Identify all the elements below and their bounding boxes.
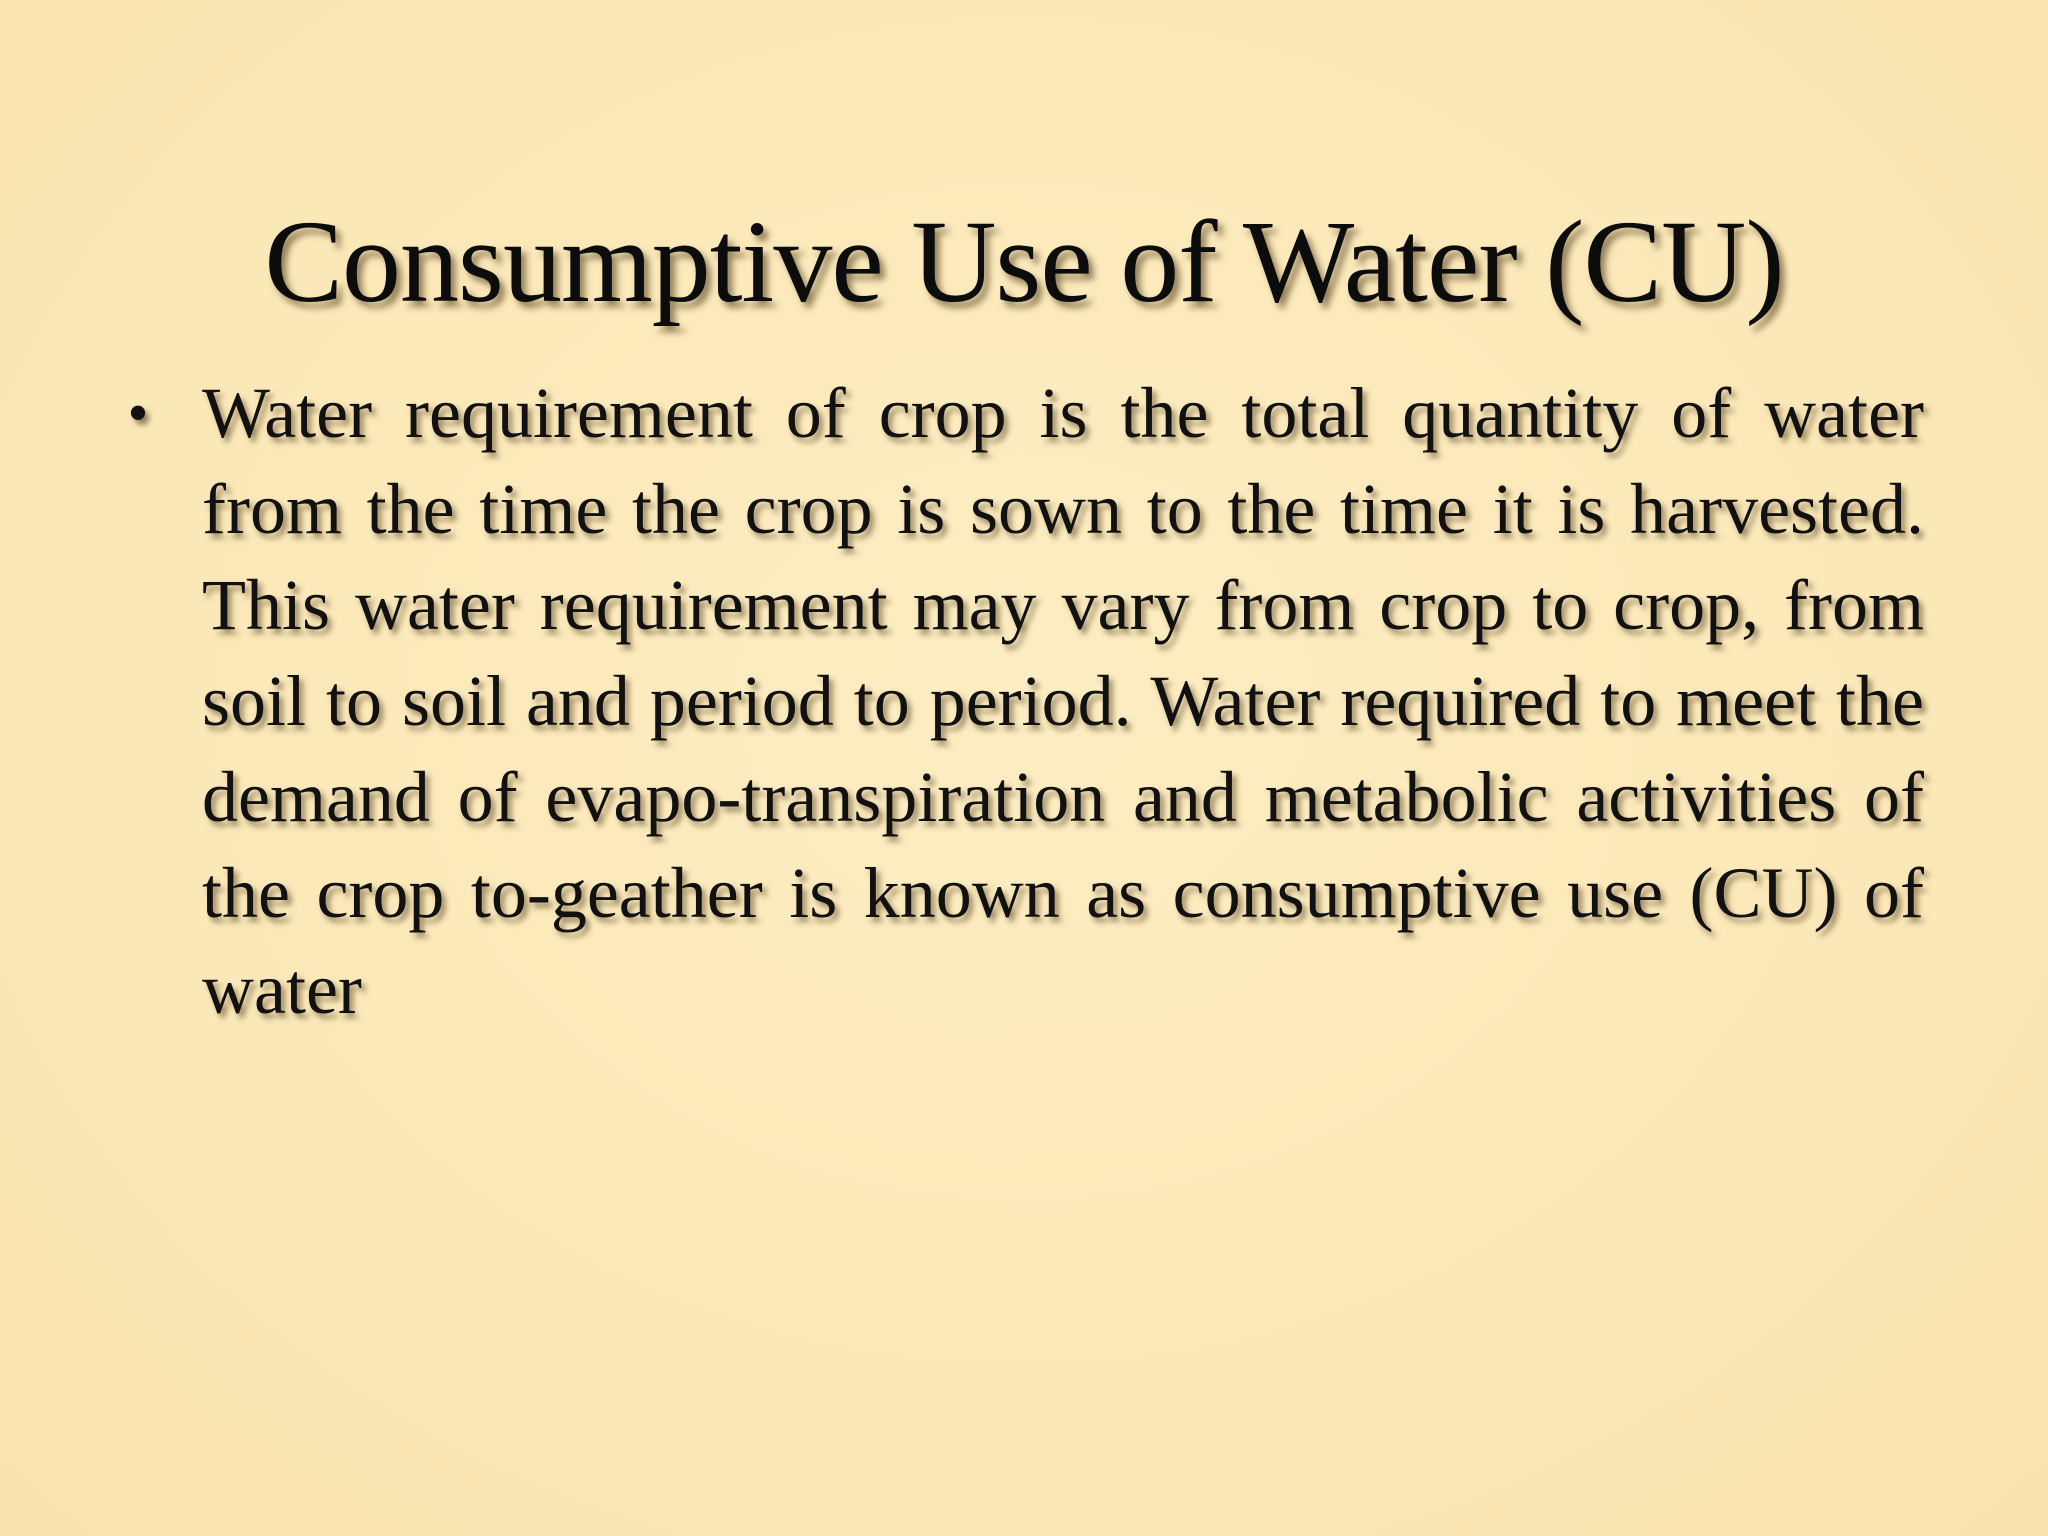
bullet-icon: • bbox=[127, 380, 149, 446]
slide-title: Consumptive Use of Water (CU) bbox=[264, 196, 1784, 328]
bullet-text: Water requirement of crop is the total quantity of water from the time the crop is sown to the time it is harvested. This water requirement may vary from crop to crop, from soil to soil and period to period. Water required to meet the demand of evapo-transpiration and metabolic activities of the crop to-geather is known as consumptive use (CU) of water bbox=[202, 373, 1924, 1029]
bullet-list bbox=[118, 365, 1924, 1037]
bullet-item bbox=[118, 365, 1924, 1037]
